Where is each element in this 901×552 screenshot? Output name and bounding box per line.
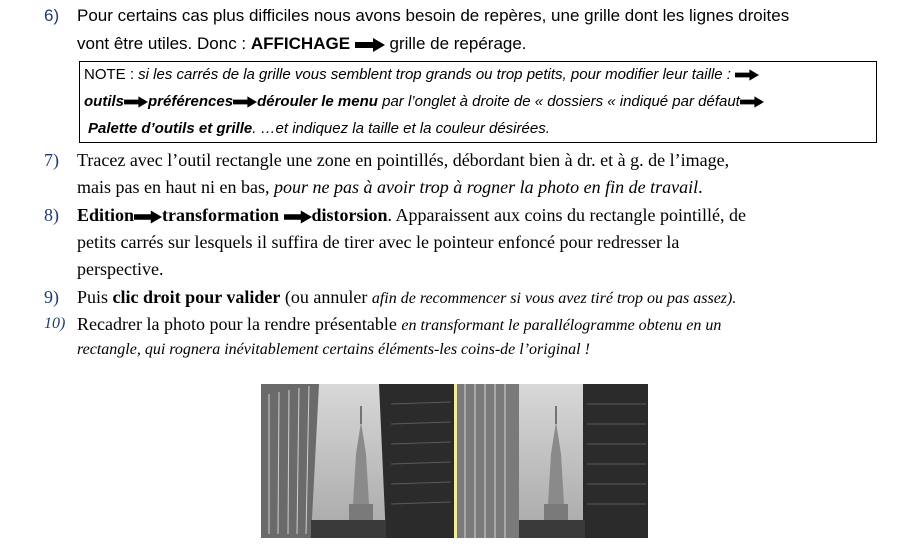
note-outils: outils [84, 93, 124, 110]
note-preferences: préférences [148, 93, 234, 110]
item-7-line-2 [77, 177, 703, 198]
item-6-line-1 [77, 6, 789, 26]
item-6-line-2 [77, 34, 527, 54]
right-arrow-icon [134, 210, 162, 224]
item-7-text-2a: mais pas en haut ni en bas, [77, 177, 274, 197]
transformation-label: transformation [162, 205, 284, 225]
item-6-text-1: Pour certains cas plus difficiles nous avons besoin de repères, une grille dont les lignes droites [77, 6, 790, 25]
grille-reperage-label: grille de repérage. [384, 34, 527, 53]
note-line-3 [88, 120, 550, 137]
item-10-text-b: en transformant le parallélogramme obtenu en un [401, 317, 722, 334]
note-derouler-menu: dérouler le menu [257, 93, 378, 110]
item-9-text-c: (ou annuler [280, 287, 372, 307]
right-arrow-icon [284, 210, 312, 224]
item-6-number: 6) [44, 6, 60, 25]
note-label: NOTE : [84, 66, 139, 83]
item-9-number: 9) [44, 287, 59, 307]
item-8-line-3: perspective. [77, 259, 164, 279]
item-10-line-2: rectangle, qui rognera inévitablement certains éléments-les coins-de l’original ! [77, 341, 590, 358]
note-palette: Palette d’outils et grille [88, 120, 253, 137]
item-6-text-2: vont être utiles. Donc : [77, 34, 251, 53]
item-10-line-1 [77, 314, 721, 335]
item-7-line-1: Tracez avec l’outil rectangle une zone en pointillés, débordant bien à dr. et à g. de l’image, [77, 150, 730, 170]
note-line-2 [84, 93, 764, 110]
affichage-menu-label: AFFICHAGE [250, 34, 351, 53]
note-text-1: si les carrés de la grille vous semblent trop grands ou trop petits, pour modifier leur taille : [138, 66, 731, 83]
item-9-text-a: Puis [77, 287, 113, 307]
item-10-text-a: Recadrer la photo pour la rendre présentable [77, 314, 402, 334]
right-arrow-icon [124, 96, 148, 108]
item-9-text-d: afin de recommencer si vous avez tiré trop ou pas assez). [371, 290, 737, 307]
item-10-number: 10) [44, 315, 66, 332]
edition-label: Edition [77, 205, 135, 225]
before-after-photo [261, 384, 648, 538]
item-8-line-2: petits carrés sur lesquels il suffira de tirer avec le pointeur enfoncé pour redresser la [77, 232, 680, 252]
right-arrow-icon [355, 38, 385, 52]
note-text-3: . …et indiquez la taille et la couleur désirées. [252, 120, 550, 137]
item-9-line-1 [77, 287, 736, 308]
clic-droit-label: clic droit pour valider [112, 287, 281, 307]
right-arrow-icon [233, 96, 257, 108]
item-8-line-1 [77, 205, 746, 226]
right-arrow-icon [735, 69, 759, 81]
right-arrow-icon [740, 96, 764, 108]
note-box [79, 61, 877, 143]
photo-divider [454, 384, 457, 538]
note-text-2: par l’onglet à droite de « dossiers « indiqué par défaut [377, 93, 740, 110]
distorsion-label: distorsion [311, 205, 388, 225]
item-8-text-1: . Apparaissent aux coins du rectangle pointillé, de [387, 205, 746, 225]
item-7-text-2c: . [698, 177, 703, 197]
item-7-text-2b: pour ne pas à avoir trop à rogner la photo en fin de travail [273, 177, 699, 197]
note-line-1 [84, 66, 759, 83]
item-7-number: 7) [44, 150, 59, 170]
item-8-number: 8) [44, 205, 59, 225]
